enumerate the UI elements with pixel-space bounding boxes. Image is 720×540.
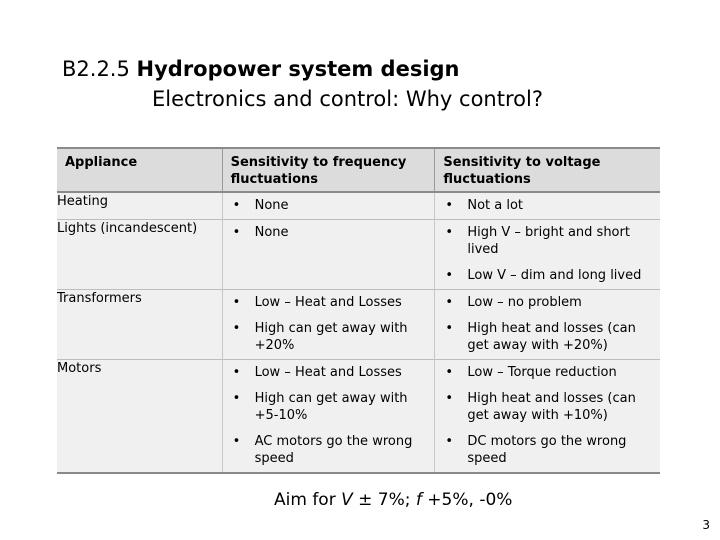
list-item — [435, 220, 660, 263]
frequency-cell — [222, 316, 435, 360]
list-item — [223, 220, 435, 246]
list-item — [223, 360, 435, 386]
voltage-cell — [435, 263, 660, 290]
list-item — [435, 263, 660, 289]
bullet-icon: • — [445, 321, 454, 336]
list-item — [223, 290, 435, 316]
voltage-cell — [435, 360, 660, 387]
appliance-cell: Transformers — [57, 290, 222, 360]
list-item — [435, 429, 660, 472]
sensitivity-table — [57, 147, 660, 474]
appliance-cell: Motors — [57, 360, 222, 474]
table-row — [57, 290, 660, 317]
frequency-cell — [222, 192, 435, 220]
bullet-icon: • — [445, 365, 454, 380]
table-row — [57, 192, 660, 220]
bullet-icon: • — [445, 391, 454, 406]
bullet-text: Low – Torque reduction — [467, 365, 617, 380]
page-subtitle: Electronics and control: Why control? — [152, 87, 543, 111]
voltage-cell — [435, 316, 660, 360]
frequency-cell — [222, 220, 435, 264]
table-row — [57, 220, 660, 264]
header-frequency: Sensitivity to frequency fluctuations — [222, 148, 435, 192]
list-item — [223, 316, 435, 359]
bullet-text: Low V – dim and long lived — [467, 268, 642, 283]
header-voltage: Sensitivity to voltage fluctuations — [435, 148, 660, 192]
frequency-range: +5%, -0% — [421, 490, 513, 510]
list-item — [435, 193, 660, 219]
bullet-icon: • — [445, 434, 454, 449]
section-number: B2.2.5 — [62, 57, 130, 81]
bullet-text: Not a lot — [467, 198, 524, 213]
list-item — [223, 386, 435, 429]
table-header-row — [57, 148, 660, 192]
bullet-icon: • — [445, 225, 454, 240]
bullet-icon: • — [232, 321, 241, 336]
aim-note — [274, 490, 512, 510]
frequency-cell — [222, 263, 435, 290]
list-item — [435, 316, 660, 359]
voltage-range: ± 7%; — [352, 490, 416, 510]
aim-prefix: Aim for — [274, 490, 342, 510]
bullet-text: None — [254, 225, 289, 240]
bullet-icon: • — [445, 268, 454, 283]
list-item — [435, 360, 660, 386]
bullet-text: Low – Heat and Losses — [254, 365, 402, 380]
header-appliance: Appliance — [57, 148, 222, 192]
bullet-icon: • — [232, 198, 241, 213]
title-line — [62, 54, 543, 84]
list-item — [435, 290, 660, 316]
voltage-cell — [435, 220, 660, 264]
frequency-cell — [222, 360, 435, 387]
frequency-cell — [222, 429, 435, 473]
list-item — [223, 193, 435, 219]
list-item — [223, 429, 435, 472]
bullet-icon: • — [232, 295, 241, 310]
voltage-cell — [435, 429, 660, 473]
bullet-text: Low – no problem — [467, 295, 582, 310]
bullet-text: High can get away with +5-10% — [254, 391, 408, 423]
slide-title-block — [62, 54, 543, 114]
appliance-cell: Heating — [57, 192, 222, 220]
voltage-cell — [435, 290, 660, 317]
bullet-icon: • — [232, 365, 241, 380]
bullet-icon: • — [232, 434, 241, 449]
bullet-text: High V – bright and short lived — [467, 225, 630, 257]
page-title: Hydropower system design — [136, 57, 460, 81]
table-row — [57, 360, 660, 387]
bullet-text: DC motors go the wrong speed — [467, 434, 627, 466]
page-number: 3 — [702, 518, 710, 532]
bullet-icon: • — [445, 295, 454, 310]
bullet-text: Low – Heat and Losses — [254, 295, 402, 310]
list-item — [435, 386, 660, 429]
bullet-text: High can get away with +20% — [254, 321, 408, 353]
bullet-icon: • — [445, 198, 454, 213]
frequency-cell — [222, 290, 435, 317]
appliance-cell: Lights (incandescent) — [57, 220, 222, 290]
bullet-text: None — [254, 198, 289, 213]
bullet-icon: • — [232, 225, 241, 240]
voltage-symbol: V — [341, 490, 353, 510]
bullet-text: High heat and losses (can get away with +10%) — [467, 391, 636, 423]
bullet-text: High heat and losses (can get away with +20%) — [467, 321, 636, 353]
frequency-cell — [222, 386, 435, 429]
bullet-icon: • — [232, 391, 241, 406]
voltage-cell — [435, 192, 660, 220]
bullet-text: AC motors go the wrong speed — [254, 434, 413, 466]
voltage-cell — [435, 386, 660, 429]
frequency-symbol: f — [415, 490, 422, 510]
